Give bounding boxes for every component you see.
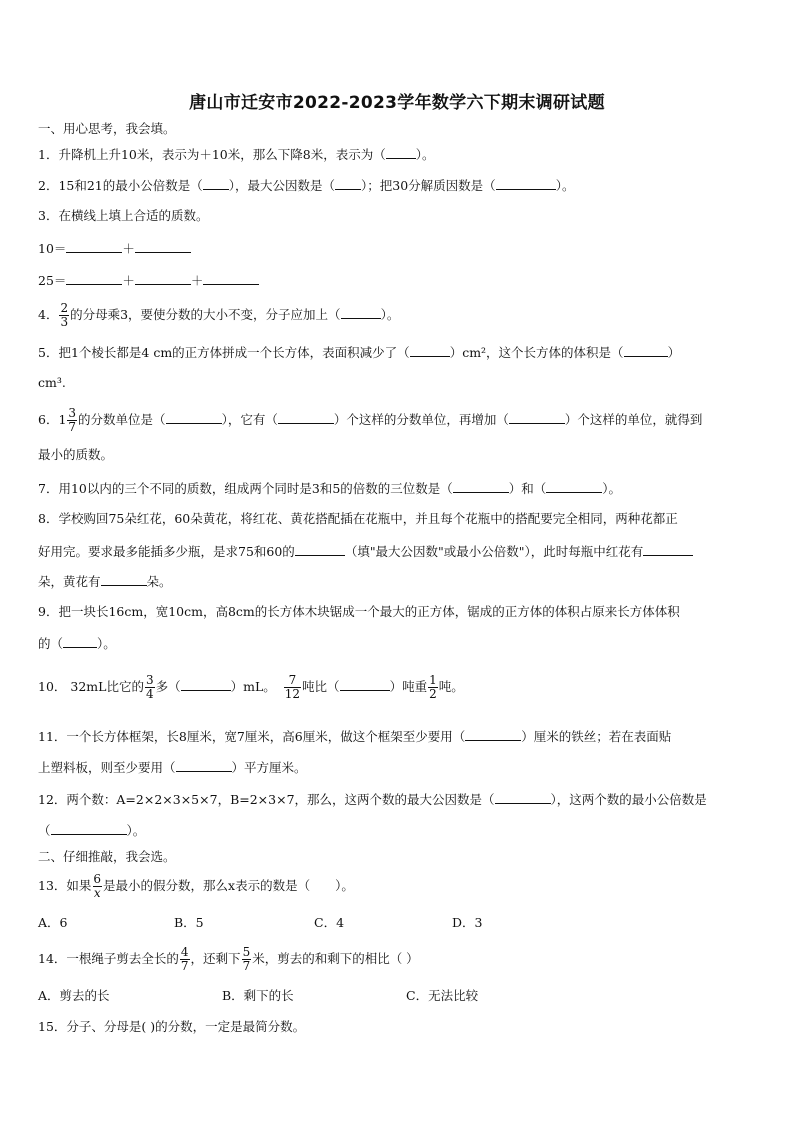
answer-blank[interactable] [101, 573, 147, 586]
answer-blank[interactable] [66, 272, 122, 285]
q10-text-end: 吨。 [438, 679, 464, 694]
question-15: 15．分子、分母是( )的分数，一定是最简分数。 [38, 1019, 306, 1034]
q4-text: 的分母乘3，要使分数的大小不变，分子应加上（ [70, 307, 341, 322]
question-3: 3．在横线上填上合适的质数。 [38, 208, 209, 223]
option-b[interactable]: B．剩下的长 [222, 988, 294, 1003]
q3-eq-25: 25＝ [38, 273, 67, 288]
denominator: 12 [284, 687, 301, 701]
q6-text-4: ）个这样的单位，就得到 [564, 412, 703, 427]
q14-text-3: 米，剪去的和剩下的相比（ ） [252, 951, 419, 966]
q14-text-2: ，还剩下 [190, 951, 241, 966]
answer-blank[interactable] [496, 177, 556, 190]
q8-text-end: 朵。 [146, 574, 172, 589]
denominator: 2 [429, 687, 437, 701]
answer-blank[interactable] [135, 240, 191, 253]
answer-blank[interactable] [51, 822, 127, 835]
question-13 [38, 870, 760, 902]
answer-blank[interactable] [643, 543, 693, 556]
q12-text: 12．两个数：A=2×2×3×5×7，B=2×3×7，那么，这两个数的最大公因数是（ [38, 792, 495, 807]
question-12-cont [38, 822, 760, 839]
question-6 [38, 405, 760, 435]
q7-text: 7．用10以内的三个不同的质数，组成两个同时是3和5的倍数的三位数是（ [38, 481, 453, 496]
q5-text: 5．把1个棱长都是4 cm的正方体拼成一个长方体，表面积减少了（ [38, 345, 410, 360]
q13-text: 13．如果 [38, 878, 92, 893]
option-b[interactable]: B．5 [174, 915, 204, 930]
numerator: 4 [180, 945, 189, 959]
fraction-5-7 [242, 946, 252, 973]
numerator: 2 [60, 301, 69, 315]
q6-text-2: ），它有（ [221, 412, 278, 427]
q6-text-3: ）个这样的分数单位，再增加（ [333, 412, 509, 427]
denominator: 4 [145, 687, 154, 701]
plus-sign: ＋ [122, 241, 135, 256]
option-a[interactable]: A．剪去的长 [38, 988, 110, 1003]
question-3-line-2 [38, 272, 760, 289]
answer-blank[interactable] [176, 759, 232, 772]
question-14 [38, 942, 760, 976]
fraction-4-7 [180, 946, 190, 973]
question-5 [38, 344, 760, 361]
question-7 [38, 480, 760, 497]
answer-blank[interactable] [340, 678, 390, 691]
question-5-cont: cm³. [38, 375, 66, 390]
q11-text-end: ）平方厘米。 [231, 760, 307, 775]
question-6-cont: 最小的质数。 [38, 447, 114, 462]
question-4 [38, 300, 760, 330]
denominator: 7 [68, 420, 77, 434]
numerator: 3 [145, 673, 154, 687]
numerator: 6 [93, 872, 102, 886]
q13-text-2: 是最小的假分数，那么x表示的数是（ ）。 [103, 878, 354, 893]
q5-text-2: ）cm²，这个长方体的体积是（ [449, 345, 624, 360]
numerator: 5 [242, 945, 251, 959]
q7-text-2: ）和（ [508, 481, 547, 496]
numerator: 7 [288, 673, 297, 687]
question-2 [38, 177, 760, 194]
q12-text-3: （ [38, 823, 51, 838]
question-8-cont [38, 543, 760, 560]
variable-x: x [93, 886, 101, 900]
fraction-2-3 [59, 302, 69, 329]
option-d[interactable]: D．3 [452, 915, 483, 930]
q8-text-4: 朵，黄花有 [38, 574, 101, 589]
answer-blank[interactable] [495, 791, 551, 804]
q9-text-2: 的（ [38, 636, 64, 651]
question-11 [38, 728, 760, 745]
option-c[interactable]: C．4 [314, 915, 345, 930]
answer-blank[interactable] [410, 344, 450, 357]
answer-blank[interactable] [624, 344, 668, 357]
q9-text-end: ）。 [97, 636, 116, 651]
q6-number: 6．1 [38, 412, 67, 427]
q11-text: 11．一个长方体框架，长8厘米，宽7厘米，高6厘米，做这个框架至少要用（ [38, 729, 466, 744]
plus-sign: ＋ [122, 273, 135, 288]
question-8-cont-2 [38, 573, 760, 590]
answer-blank[interactable] [465, 728, 521, 741]
q12-text-end: ）。 [126, 823, 146, 838]
answer-blank[interactable] [135, 272, 191, 285]
numerator: 3 [68, 406, 77, 420]
denominator: 7 [242, 959, 251, 973]
answer-blank[interactable] [63, 635, 97, 648]
denominator [93, 886, 102, 900]
answer-blank[interactable] [386, 146, 416, 159]
q11-text-2: ）厘米的铁丝；若在表面贴 [521, 729, 672, 744]
question-10 [38, 672, 760, 702]
q10-text-5: ）吨重 [389, 679, 428, 694]
answer-blank[interactable] [203, 272, 259, 285]
answer-blank[interactable] [295, 543, 345, 556]
answer-blank[interactable] [509, 411, 565, 424]
q12-text-2: ），这两个数的最小公倍数是 [550, 792, 707, 807]
q8-text-2: 好用完。要求最多能插多少瓶，是求75和60的 [38, 544, 295, 559]
question-8: 8．学校购回75朵红花，60朵黄花，将红花、黄花搭配插在花瓶中，并且每个花瓶中的搭配要完全相同，两种花都正 [38, 511, 678, 526]
fraction-3-4 [145, 674, 155, 701]
question-3-line-1 [38, 240, 760, 257]
q4-text-end: ）。 [380, 307, 400, 322]
q11-text-3: 上塑料板，则至少要用（ [38, 760, 176, 775]
q2-text-2: ），最大公因数是（ [228, 178, 336, 193]
denominator: 7 [180, 959, 189, 973]
section-1-heading: 一、用心思考，我会填。 [38, 121, 176, 136]
q14-text: 14．一根绳子剪去全长的 [38, 951, 179, 966]
answer-blank[interactable] [166, 411, 222, 424]
answer-blank[interactable] [335, 177, 361, 190]
section-2-heading: 二、仔细推敲，我会选。 [38, 849, 176, 864]
q2-text-3: ）；把30分解质因数是（ [361, 178, 496, 193]
q1-text: 1．升降机上升10米，表示为＋10米，那么下降8米，表示为（ [38, 147, 386, 162]
plus-sign: ＋ [190, 273, 204, 288]
fraction-7-12 [284, 674, 301, 701]
answer-blank[interactable] [341, 306, 381, 319]
option-c[interactable]: C．无法比较 [406, 988, 479, 1003]
denominator: 3 [60, 315, 69, 329]
q10-text-2: 多（ [155, 679, 181, 694]
question-1 [38, 146, 760, 163]
q3-eq-10: 10＝ [38, 241, 67, 256]
q5-text-3: ） [667, 345, 681, 360]
answer-blank[interactable] [203, 177, 229, 190]
fraction-3-7 [67, 407, 77, 434]
q7-text-end: ）。 [602, 481, 622, 496]
q4-number: 4． [38, 307, 59, 322]
numerator: 1 [429, 673, 437, 687]
question-9-cont [38, 635, 760, 652]
question-12 [38, 791, 760, 808]
answer-blank[interactable] [66, 240, 122, 253]
q8-text-3: （填"最大公因数"或最小公倍数"），此时每瓶中红花有 [344, 544, 644, 559]
answer-blank[interactable] [278, 411, 334, 424]
answer-blank[interactable] [181, 678, 231, 691]
q6-text: 的分数单位是（ [78, 412, 166, 427]
q10-text-3: ）mL。 [230, 679, 276, 694]
q10-text-4: 吨比（ [302, 679, 340, 694]
question-9: 9．把一块长16cm，宽10cm，高8cm的长方体木块锯成一个最大的正方体，锯成的正方体的体积占原来长方体体积 [38, 604, 680, 619]
answer-blank[interactable] [546, 480, 602, 493]
q2-text-end: ）。 [555, 178, 575, 193]
answer-blank[interactable] [453, 480, 509, 493]
fraction-1-2 [428, 674, 438, 701]
q10-text: 10． 32mL比它的 [38, 679, 144, 694]
page-title: 唐山市迁安市2022-2023学年数学六下期末调研试题 [189, 93, 605, 113]
option-a[interactable]: A．6 [38, 915, 68, 930]
fraction-6-x [92, 873, 102, 900]
q1-text-end: ）。 [415, 147, 435, 162]
q2-text: 2．15和21的最小公倍数是（ [38, 178, 203, 193]
question-11-cont [38, 759, 760, 776]
